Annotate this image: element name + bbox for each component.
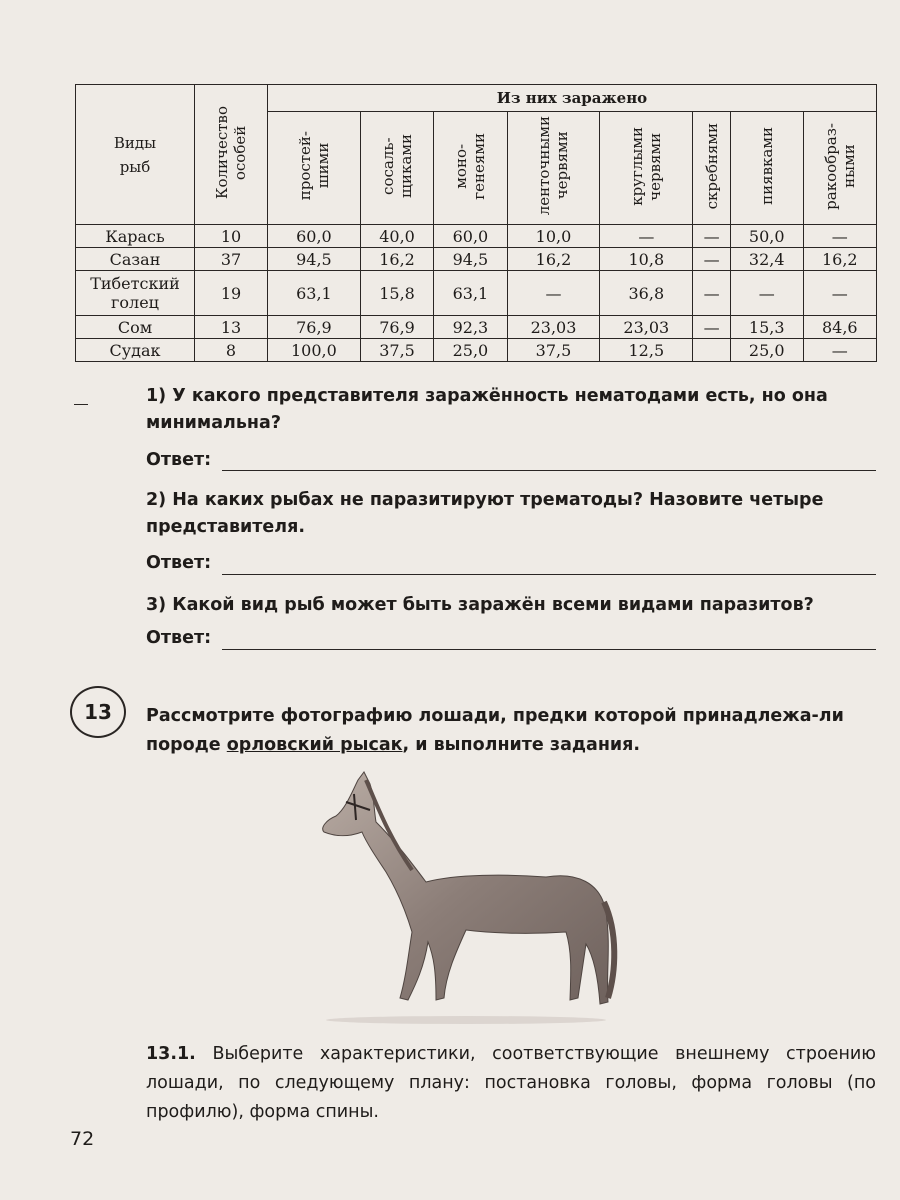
answer-label-1: Ответ: xyxy=(146,450,212,470)
infection-percent: 15,8 xyxy=(360,271,433,316)
horse-photo xyxy=(316,762,622,1026)
header-parasite-label: ракообраз- ными xyxy=(821,122,858,210)
header-parasite-col xyxy=(693,112,731,225)
header-parasite-label: круглыми червями xyxy=(628,126,665,206)
infection-percent: 60,0 xyxy=(434,225,507,248)
infection-percent: 23,03 xyxy=(507,316,600,339)
infection-percent: 37,5 xyxy=(360,339,433,362)
infection-percent: 76,9 xyxy=(268,316,361,339)
infection-percent: — xyxy=(803,225,876,248)
header-parasite-col xyxy=(268,112,361,225)
infection-percent: 23,03 xyxy=(600,316,693,339)
breed-name: орловский рысак xyxy=(226,735,403,755)
infection-percent: 12,5 xyxy=(600,339,693,362)
table-row xyxy=(76,225,877,248)
infection-percent: 60,0 xyxy=(268,225,361,248)
header-parasite-label: пиявками xyxy=(757,127,776,205)
infection-percent: 84,6 xyxy=(803,316,876,339)
header-species-line2: рыб xyxy=(119,157,151,176)
infection-percent: 15,3 xyxy=(730,316,803,339)
infection-percent: — xyxy=(693,248,731,271)
header-species-line1: Виды xyxy=(113,133,157,152)
parasite-table xyxy=(75,84,877,362)
header-group: Из них заражено xyxy=(268,85,877,112)
infection-percent: 16,2 xyxy=(360,248,433,271)
table-row xyxy=(76,316,877,339)
species-name: Сом xyxy=(76,316,195,339)
header-count xyxy=(195,85,268,225)
page-number: 72 xyxy=(70,1128,95,1150)
infection-percent: 40,0 xyxy=(360,225,433,248)
header-parasite-label: ленточными червями xyxy=(535,116,572,216)
infection-percent: 94,5 xyxy=(268,248,361,271)
header-parasite-col xyxy=(507,112,600,225)
species-name: Карась xyxy=(76,225,195,248)
header-parasite-col xyxy=(360,112,433,225)
header-parasite-label: скребнями xyxy=(702,122,721,210)
infection-percent: — xyxy=(600,225,693,248)
infection-percent: 100,0 xyxy=(268,339,361,362)
header-parasite-label: сосаль- щиками xyxy=(379,134,416,198)
infection-percent: — xyxy=(803,339,876,362)
question-3: 3) Какой вид рыб может быть заражён всеми видами паразитов? xyxy=(146,595,814,615)
answer-label-2: Ответ: xyxy=(146,553,212,573)
answer-label-3: Ответ: xyxy=(146,628,212,648)
infection-percent: 25,0 xyxy=(434,339,507,362)
infection-percent: 50,0 xyxy=(730,225,803,248)
species-name-line2: голец xyxy=(111,293,159,312)
infection-percent: 25,0 xyxy=(730,339,803,362)
header-parasite-label: моно- генеями xyxy=(452,132,489,200)
infection-percent: 36,8 xyxy=(600,271,693,316)
infection-percent: 37,5 xyxy=(507,339,600,362)
subtask-13-1 xyxy=(146,1040,876,1127)
infection-percent: — xyxy=(693,316,731,339)
task-text xyxy=(146,702,876,760)
table-row xyxy=(76,339,877,362)
header-count-label: Количество особей xyxy=(213,105,249,200)
infection-percent: — xyxy=(803,271,876,316)
header-parasite-col xyxy=(803,112,876,225)
species-name: Сазан xyxy=(76,248,195,271)
infection-percent: — xyxy=(730,271,803,316)
infection-percent xyxy=(693,339,731,362)
header-parasite-col xyxy=(434,112,507,225)
table-row xyxy=(76,271,877,316)
answer-line-2[interactable] xyxy=(222,574,876,575)
question-2: 2) На каких рыбах не паразитируют трематоды? Назовите четыре представителя. xyxy=(146,490,824,537)
infection-percent: 32,4 xyxy=(730,248,803,271)
specimen-count: 8 xyxy=(195,339,268,362)
specimen-count: 13 xyxy=(195,316,268,339)
infection-percent: 92,3 xyxy=(434,316,507,339)
task-number-badge: 13 xyxy=(70,686,126,738)
answer-line-1[interactable] xyxy=(222,470,876,471)
infection-percent: — xyxy=(693,225,731,248)
species-name-line1: Тибетский xyxy=(90,274,180,293)
infection-percent: 10,0 xyxy=(507,225,600,248)
infection-percent: 94,5 xyxy=(434,248,507,271)
infection-percent: 10,8 xyxy=(600,248,693,271)
infection-percent: — xyxy=(693,271,731,316)
header-parasite-col xyxy=(600,112,693,225)
infection-percent: 63,1 xyxy=(434,271,507,316)
answer-line-3[interactable] xyxy=(222,649,876,650)
specimen-count: 10 xyxy=(195,225,268,248)
header-parasite-label: простей- шими xyxy=(295,131,332,201)
infection-percent: 16,2 xyxy=(803,248,876,271)
infection-percent: 16,2 xyxy=(507,248,600,271)
question-1: 1) У какого представителя заражённость нематодами есть, но она минимальна? xyxy=(146,386,828,433)
infection-percent: 63,1 xyxy=(268,271,361,316)
species-name xyxy=(76,271,195,316)
infection-percent: — xyxy=(507,271,600,316)
species-name: Судак xyxy=(76,339,195,362)
task-text-part2: , и выполните задания. xyxy=(402,735,641,755)
task-text-part1: Рассмотрите фотографию лошади, предки которой принадлежа-ли породе xyxy=(146,706,844,755)
table-row xyxy=(76,248,877,271)
subtask-number: 13.1. xyxy=(146,1044,196,1064)
specimen-count: 37 xyxy=(195,248,268,271)
header-species xyxy=(76,85,195,225)
infection-percent: 76,9 xyxy=(360,316,433,339)
question-dash xyxy=(74,404,88,405)
header-parasite-col xyxy=(730,112,803,225)
subtask-text: Выберите характеристики, соответствующие внешнему строению лошади, по следующему плану: постановка головы, форма головы (по профилю), форма спины. xyxy=(146,1044,876,1122)
specimen-count: 19 xyxy=(195,271,268,316)
